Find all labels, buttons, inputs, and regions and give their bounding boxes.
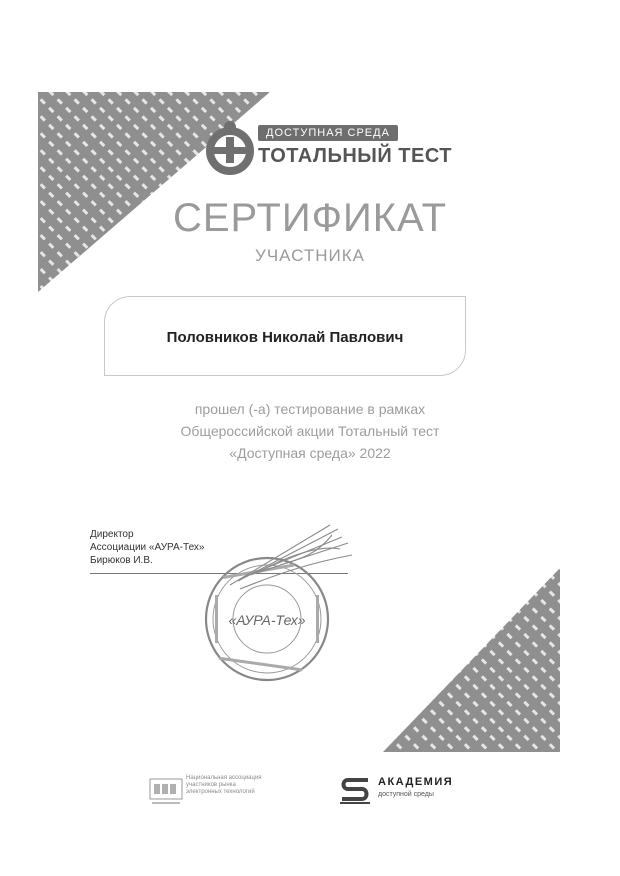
handwritten-signature: [220, 515, 360, 605]
logo-main-text: ТОТАЛЬНЫЙ ТЕСТ: [258, 145, 453, 167]
recipient-name: Половников Николай Павлович: [166, 329, 404, 346]
footer-association-logo: [148, 775, 298, 811]
academy-logo-icon: [338, 775, 372, 805]
description-line-1: прошел (-а) тестирование в рамках: [194, 401, 426, 417]
association-logo-icon: [148, 775, 184, 807]
description-line-3: «Доступная среда» 2022: [229, 445, 391, 461]
signatory-position: Директор: [90, 529, 134, 540]
bottom-right-pattern-triangle: [383, 568, 560, 752]
certificate-title: СЕРТИФИКАТ: [172, 196, 448, 240]
academy-title: АКАДЕМИЯ: [378, 776, 454, 788]
description-line-2: Общероссийской акции Тотальный тест: [180, 423, 440, 439]
logo-ribbon-text: ДОСТУПНАЯ СРЕДА: [258, 125, 398, 141]
signatory-organization: Ассоциации «АУРА-Тех»: [90, 542, 205, 553]
footer-academy-logo: [338, 773, 454, 809]
association-name: Национальная ассоциация участников рынка электронных технологий: [186, 775, 262, 795]
academy-subtitle: доступной среды: [378, 791, 434, 798]
accessibility-logo-icon: [200, 117, 260, 177]
certificate-subtitle: УЧАСТНИКА: [255, 246, 365, 265]
signatory-name: Бирюков И.В.: [90, 555, 153, 566]
event-logo: [200, 117, 453, 187]
stamp-center-text: «АУРА-Тех»: [228, 612, 306, 628]
signatory-block: [90, 528, 205, 567]
